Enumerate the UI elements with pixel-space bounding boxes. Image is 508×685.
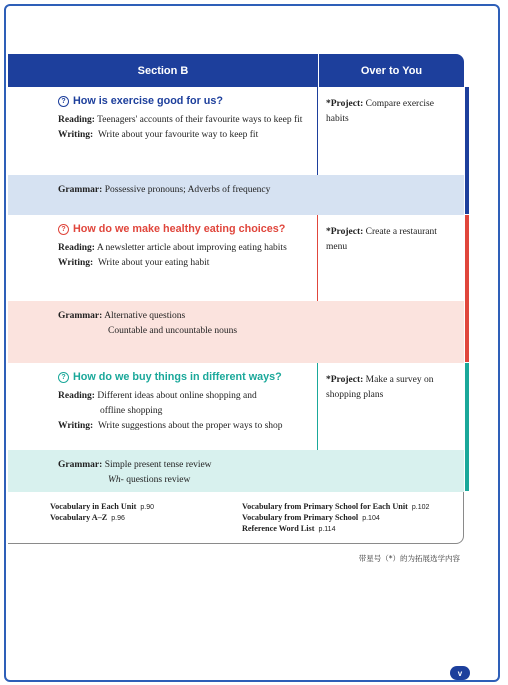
unit-question: ? How is exercise good for us? — [58, 95, 317, 107]
unit-exercise: ? How is exercise good for us? Reading: Teenagers' accounts of their favourite ways to keep fit Writing: Write about your favourite way to keep fit *Project: Compare exercise habits Grammar: Possessive pronouns; Adverbs of frequency — [8, 87, 464, 215]
appendix-left: Vocabulary in Each Unit p.90 Vocabulary A–Z p.96 — [50, 502, 154, 522]
project-cell: *Project: Compare exercise habits — [326, 99, 434, 124]
unit-color-bar — [465, 87, 469, 214]
unit-question: ? How do we buy things in different ways? — [58, 371, 317, 383]
page-number: v — [450, 666, 470, 680]
unit-question: ? How do we make healthy eating choices? — [58, 223, 317, 235]
question-icon: ? — [58, 224, 69, 235]
grammar-row: Grammar: Possessive pronouns; Adverbs of frequency — [8, 175, 464, 215]
question-icon: ? — [58, 372, 69, 383]
grammar-row: Grammar: Alternative questions Countable and uncountable nouns — [8, 301, 464, 363]
project-cell: *Project: Create a restaurant menu — [326, 227, 437, 252]
table-header — [8, 54, 464, 87]
starred-note: 带星号（*）的为拓展选学内容 — [358, 554, 460, 563]
unit-color-bar — [465, 363, 469, 491]
section-b-heading: Section B — [8, 54, 319, 87]
unit-healthy-eating: ? How do we make healthy eating choices? Reading: A newsletter article about improving eating habits Writing: Write about your eating habit *Project: Create a restaurant menu Grammar: Alternative questions Countable and uncountable nouns — [8, 215, 464, 363]
contents-table — [8, 54, 464, 492]
over-to-you-heading: Over to You — [360, 64, 423, 77]
appendix-right: Vocabulary from Primary School for Each Unit p.102 Vocabulary from Primary School p.104 Reference Word List p.114 — [242, 502, 430, 533]
question-icon: ? — [58, 96, 69, 107]
grammar-row: Grammar: Simple present tense review Wh- questions review — [8, 450, 464, 492]
project-cell: *Project: Make a survey on shopping plans — [326, 375, 434, 400]
unit-color-bar — [465, 215, 469, 362]
unit-shopping: ? How do we buy things in different ways? Reading: Different ideas about online shopping and offline shopping Writing: Write suggestions about the proper ways to shop *Project: Make a survey on shopping plans Grammar: Simple present tense review Wh- questions review — [8, 363, 464, 492]
